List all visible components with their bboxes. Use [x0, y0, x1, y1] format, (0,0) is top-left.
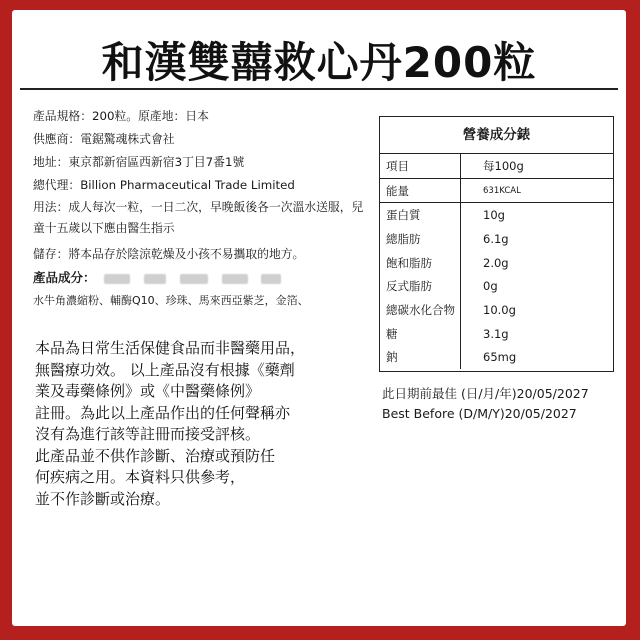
blurred-text [144, 274, 166, 284]
disclaimer-line: 無醫療功效。 以上產品沒有根據《藥劑 [35, 360, 295, 379]
nutrition-row [380, 227, 613, 251]
ingredients-label: 產品成分： [33, 270, 96, 285]
ingredients-heading [33, 270, 286, 286]
nutrient-value: 6.1g [460, 227, 613, 251]
disclaimer-line: 註冊。為此以上產品作出的任何聲稱亦 [35, 403, 291, 422]
disclaimer-line: 本品為日常生活保健食品而非醫藥用品， [35, 339, 306, 357]
nutrient-name: 鈉 [386, 350, 398, 365]
nutrient-value: 每100g [460, 154, 613, 178]
ingredients-list: 水牛角濃縮粉、輔酶Q10、珍珠、馬來西亞紫芝，金箔、 [33, 294, 309, 307]
best-before-en: Best Before (D/M/Y)20/05/2027 [382, 406, 577, 421]
nutrient-name: 總碳水化合物 [386, 302, 455, 317]
nutrient-value: 65mg [460, 346, 613, 370]
nutrient-name: 能量 [386, 183, 409, 198]
best-before [382, 384, 589, 424]
nutrient-value: 10.0g [460, 298, 613, 322]
nutrition-row [380, 251, 613, 275]
nutrient-name: 糖 [386, 326, 398, 341]
nutrition-row [380, 322, 613, 346]
blurred-text [261, 274, 281, 284]
storage: 儲存：將本品存於陰涼乾燥及小孩不易攜取的地方。 [33, 247, 305, 261]
page-title: 和漢雙囍救心丹200粒 [101, 38, 537, 87]
usage: 用法：成人每次一粒，一日二次，早晚飯後各一次溫水送服，兒童十五歲以下應由醫生指示 [33, 200, 364, 235]
nutrition-row-header [380, 154, 613, 179]
product-label-card [12, 10, 626, 626]
disclaimer-notice [35, 338, 335, 510]
nutrition-row [380, 346, 613, 370]
nutrient-name: 項目 [386, 158, 409, 173]
nutrient-value: 2.0g [460, 251, 613, 275]
supplier: 供應商：電鋸驚魂株式會社 [33, 132, 175, 146]
blurred-text [180, 274, 208, 284]
agent: 總代理：Billion Pharmaceutical Trade Limited [33, 178, 295, 192]
disclaimer-line: 此產品並不供作診斷、治療或預防任 [35, 446, 276, 465]
address: 地址：東京都新宿區西新宿3丁目7番1號 [33, 155, 245, 169]
nutrient-name: 蛋白質 [386, 208, 421, 223]
nutrition-row [380, 274, 613, 298]
product-spec: 產品規格：200粒。原產地：日本 [33, 109, 209, 123]
nutrient-value: 0g [460, 274, 613, 298]
disclaimer-line: 並不作診斷或治療。 [35, 489, 171, 508]
disclaimer-line: 何疾病之用。本資料只供參考， [35, 468, 246, 486]
disclaimer-line: 業及毒藥條例》或《中醫藥條例》 [35, 382, 261, 400]
best-before-zh: 此日期前最佳 (日/月/年)20/05/2027 [382, 386, 589, 401]
title-divider [20, 88, 618, 90]
nutrition-row [380, 203, 613, 227]
nutrition-table [379, 116, 614, 372]
nutrient-name: 反式脂肪 [386, 279, 432, 294]
nutrition-row [380, 298, 613, 322]
nutrition-row [380, 179, 613, 204]
nutrient-name: 飽和脂肪 [386, 255, 432, 270]
nutrient-value: 3.1g [460, 322, 613, 346]
blurred-text [222, 274, 248, 284]
nutrient-name: 總脂肪 [386, 231, 421, 246]
nutrient-value: 10g [460, 203, 613, 227]
disclaimer-line: 沒有為進行該等註冊而接受評核。 [35, 425, 261, 443]
nutrient-value: 631KCAL [460, 179, 613, 203]
nutrition-title: 營養成分錶 [380, 117, 613, 154]
blurred-text [104, 274, 130, 284]
